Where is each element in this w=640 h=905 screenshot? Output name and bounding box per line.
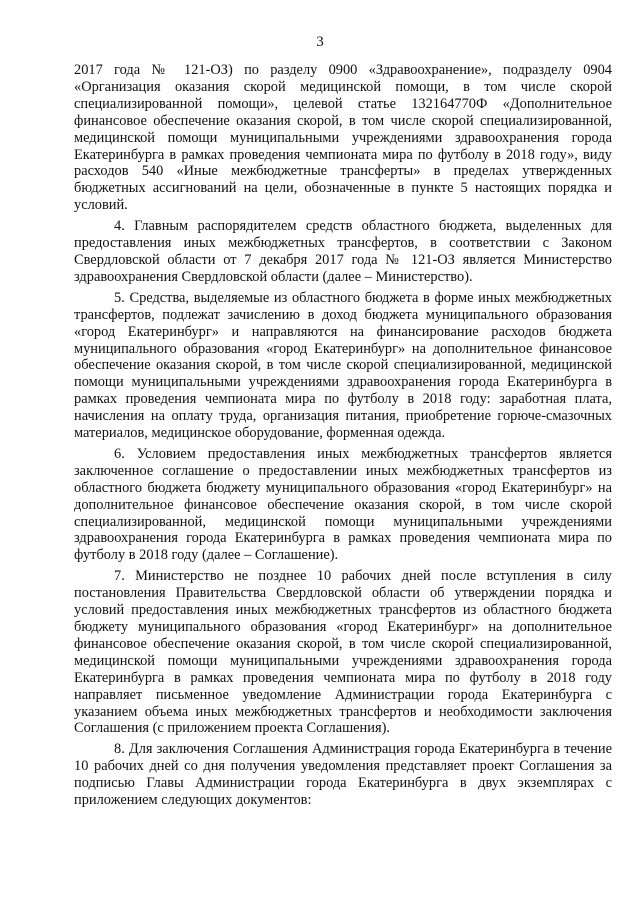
document-body — [74, 62, 612, 813]
paragraph-4: 4. Главным распорядителем средств областного бюджета, выделенных для предоставления иных межбюджетных трансфертов, в соответствии с Законом Свердловской области от 7 декабря 2017 года № 121-ОЗ является Министерство здравоохранения Свердловской области (далее – Министерство). — [74, 218, 612, 285]
page-number: 3 — [316, 34, 324, 50]
paragraph-7: 7. Министерство не позднее 10 рабочих дней после вступления в силу постановления Правительства Свердловской области об утверждении порядка и условий предоставления иных межбюджетных трансфертов из областного бюджета бюджету муниципального образования «город Екатеринбург» на дополнительное финансовое обеспечение оказания скорой, в том числе скорой специализированной, медицинской помощи муниципальными учреждениями здравоохранения города Екатеринбурга в рамках проведения чемпионата мира по футболу в 2018 году направляет письменное уведомление Администрации города Екатеринбурга с указанием объема иных межбюджетных трансфертов и необходимости заключения Соглашения (с приложением проекта Соглашения). — [74, 568, 612, 737]
paragraph-continuation: 2017 года № 121-ОЗ) по разделу 0900 «Здравоохранение», подразделу 0904 «Организация оказания скорой медицинской помощи, в том числе скорой специализированной помощи», целевой статье 132164770Ф «Дополнительное финансовое обеспечение оказания скорой, в том числе скорой специализированной, медицинской помощи муниципальными учреждениями здравоохранения города Екатеринбурга в рамках проведения чемпионата мира по футболу в 2018 году», виду расходов 540 «Иные межбюджетные трансферты» в пределах утвержденных бюджетных ассигнований на цели, обозначенные в пункте 5 настоящих порядка и условий. — [74, 62, 612, 214]
paragraph-5: 5. Средства, выделяемые из областного бюджета в форме иных межбюджетных трансфертов, подлежат зачислению в доход бюджета муниципального образования «город Екатеринбург» и направляются на финансирование расходов бюджета муниципального образования «город Екатеринбург» на дополнительное финансовое обеспечение оказания скорой, в том числе скорой специализированной, медицинской помощи муниципальными учреждениями здравоохранения города Екатеринбурга в рамках проведения чемпионата мира по футболу в 2018 году: заработная плата, начисления на оплату труда, организация питания, приобретение горюче-смазочных материалов, медицинское оборудование, форменная одежда. — [74, 289, 612, 442]
paragraph-8: 8. Для заключения Соглашения Администрация города Екатеринбурга в течение 10 рабочих дней со дня получения уведомления представляет проект Соглашения за подписью Главы Администрации города Екатеринбурга в двух экземплярах с приложением следующих документов: — [74, 741, 612, 809]
paragraph-6: 6. Условием предоставления иных межбюджетных трансфертов является заключенное соглашение о предоставлении иных межбюджетных трансфертов из областного бюджета бюджету муниципального образования «город Екатеринбург» на дополнительное финансовое обеспечение оказания скорой, в том числе скорой специализированной, медицинской помощи муниципальными учреждениями здравоохранения города Екатеринбурга в рамках проведения чемпионата мира по футболу в 2018 году (далее – Соглашение). — [74, 445, 612, 564]
